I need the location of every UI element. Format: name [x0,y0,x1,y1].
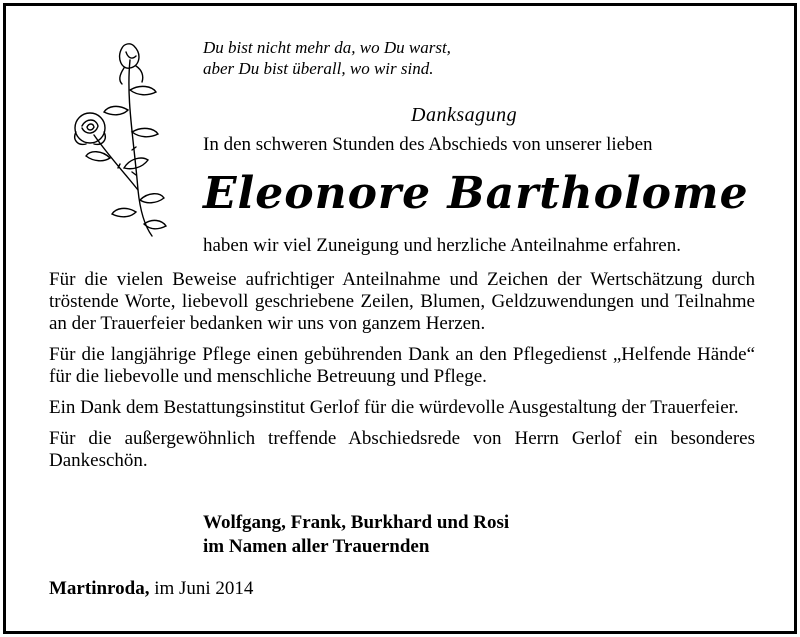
deceased-name: Eleonore Bartholome [203,168,749,219]
quote [203,37,451,79]
place-date [49,578,253,600]
paragraph: Ein Dank dem Bestattungsinstitut Gerlof für die würdevolle Ausgestaltung der Trauerfeier. [49,397,739,418]
thanks-paragraphs [49,269,755,481]
paragraph: Für die außergewöhnlich treffende Abschiedsrede von Herrn Gerlof ein besonderes Dankeschön. [49,428,755,471]
intro-text: In den schweren Stunden des Abschieds von unserer lieben [203,134,653,155]
place-town: Martinroda, [49,578,150,599]
rose-icon [60,40,190,240]
signature-note: im Namen aller Trauernden [203,536,430,557]
signature [203,511,509,559]
heading-danksagung: Danksagung [411,104,518,126]
quote-line-2: aber Du bist überall, wo wir sind. [203,59,434,78]
paragraph: Für die vielen Beweise aufrichtiger Anteilnahme und Zeichen der Wertschätzung durch tröstende Worte, liebevoll geschriebene Zeilen, Blumen, Geldzuwendungen und Teilnahme an der Trauerfeier bedanken wir uns von ganzem Herzen. [49,269,755,334]
place-date-text: im Juni 2014 [154,578,254,599]
experienced-text: haben wir viel Zuneigung und herzliche Anteilnahme erfahren. [203,235,681,256]
quote-line-1: Du bist nicht mehr da, wo Du warst, [203,38,451,57]
signature-names: Wolfgang, Frank, Burkhard und Rosi [203,512,510,533]
paragraph: Für die langjährige Pflege einen gebührenden Dank an den Pflegedienst „Helfende Hände“ für die liebevolle und menschliche Betreuung und Pflege. [49,344,755,387]
